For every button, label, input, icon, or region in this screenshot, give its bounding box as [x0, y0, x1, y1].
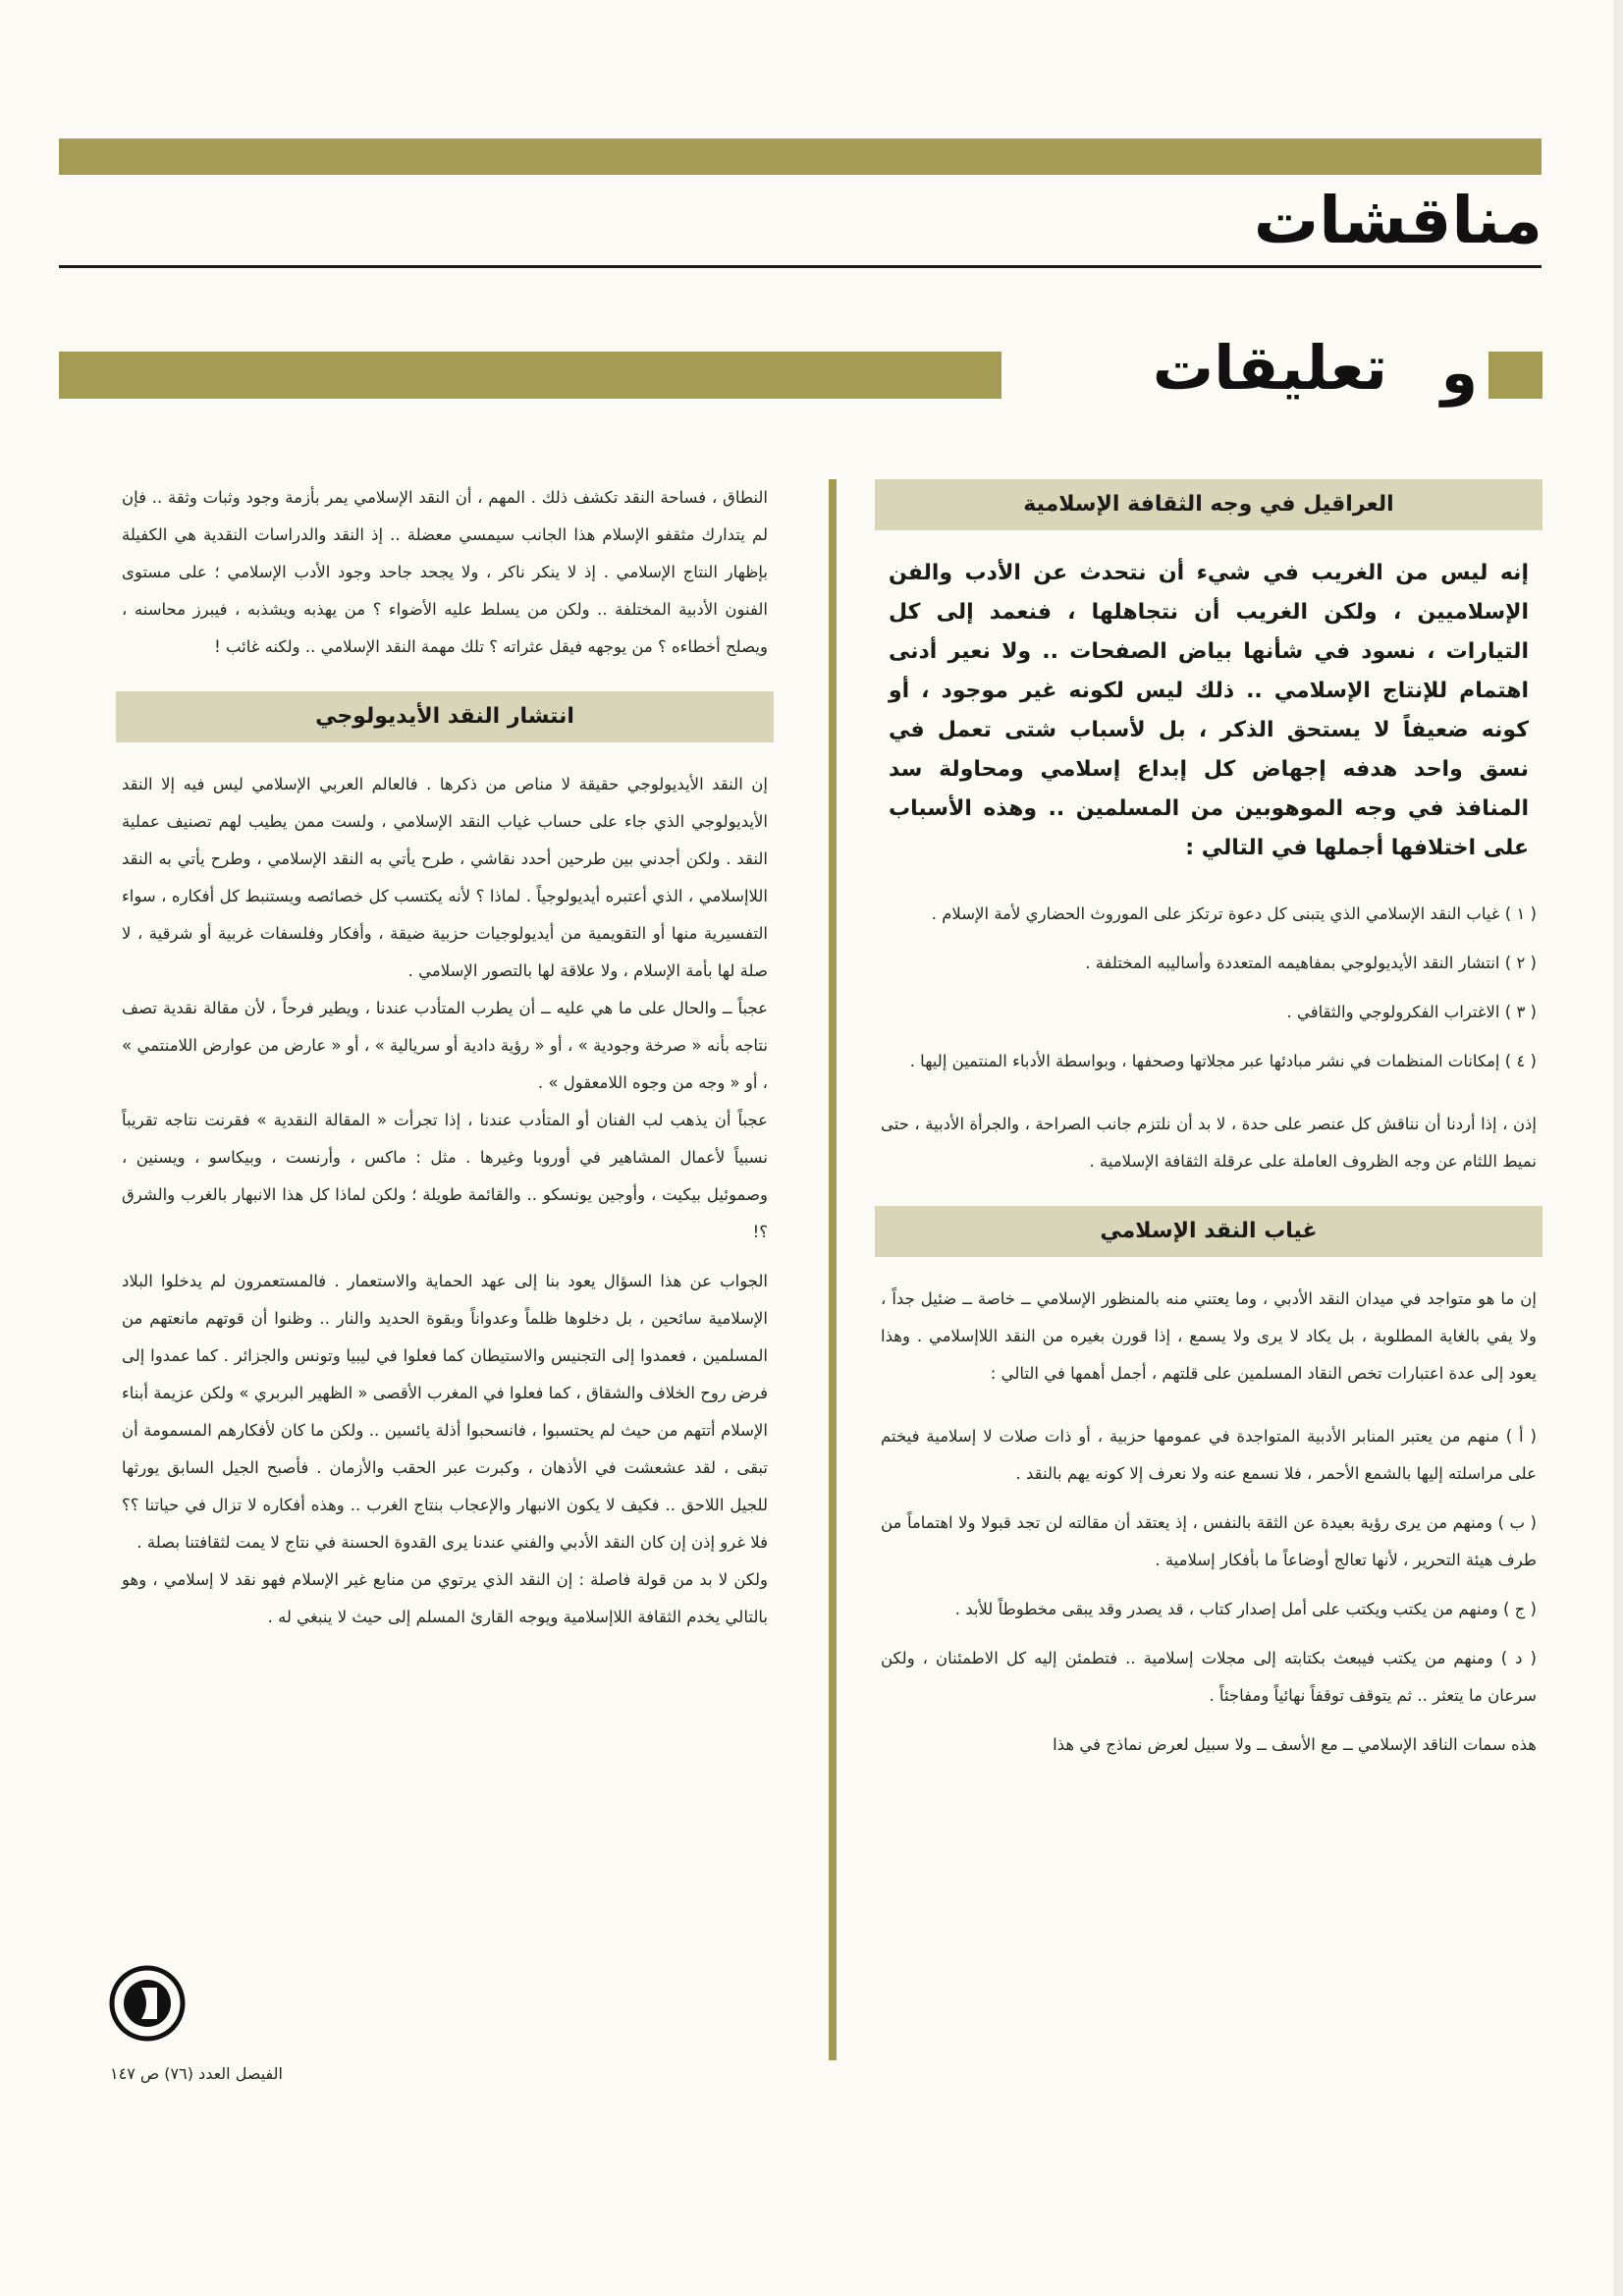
conclusion-paragraph: إذن ، إذا أردنا أن نناقش كل عنصر على حدة ، لا بد أن نلتزم جانب الصراحة ، والجرأة الأدبية ، حتى نميط اللثام عن وجه الظروف العاملة على عرقلة الثقافة الإسلامية . — [881, 1115, 1537, 1171]
list-item: ( ب ) ومنهم من يرى رؤية بعيدة عن الثقة بالنفس ، إذ يعتقد أن مقالته لن تجد قبولا ولا اهتماماً من طرف هيئة التحرير ، لأنها تعالج أوضاعاً ما بأفكار إسلامية . — [881, 1513, 1537, 1569]
section-heading-absence: غياب النقد الإسلامي — [875, 1206, 1542, 1257]
end-mark-emblem-icon — [108, 1964, 187, 2043]
ideology-paragraph: عجباً أن يذهب لب الفنان أو المتأدب عندنا ، إذا تجرأت « المقالة النقدية » فقرنت نتاجه تقريباً نسبياً لأعمال المشاهير في أوروبا وغيرها . مثل : ماكس ، وأرنست ، وبيكاسو ، ويسنين ، وصموئيل بيكيت ، وأوجين يونسكو .. والقائمة طويلة ؛ ولكن لماذا كل هذا الانبهار بالغرب والشرق ؟! — [122, 1111, 768, 1241]
column-divider — [829, 479, 837, 2060]
page-title-discussions: مناقشات — [1253, 183, 1542, 258]
page-footer: الفيصل العدد (٧٦) ص ١٤٧ — [110, 2064, 283, 2083]
left-column — [116, 479, 774, 1636]
right-column — [875, 479, 1542, 1764]
ideology-paragraph: إن النقد الأيديولوجي حقيقة لا مناص من ذكرها . فالعالم العربي الإسلامي ليس فيه إلا النقد الأيديولوجي الذي جاء على حساب غياب النقد الإسلامي ، ولست ممن يطيب لهم تصنيف عملية النقد . ولكن أجدني بين طرحين أحدد نقاشي ، طرح يأتي به النقد الإسلامي ، وطرح يأتي به النقد اللاإسلامي ، الذي أعتبره أيديولوجياً . لماذا ؟ لأنه يكتسب كل خصائصه ويستنبط كل أفكاره ، سواء التفسيرية منها أو التقويمية من أيديولوجيات حزبية ضيقة ، وأفكار وفلسفات غربية أو شرقية ، لا صلة لها بأمة الإسلام ، ولا علاقة لها بالتصور الإسلامي . — [122, 775, 768, 980]
header-band-left — [59, 352, 1001, 399]
header-rule — [59, 265, 1542, 268]
reason-item: ( ١ ) غياب النقد الإسلامي الذي يتبنى كل دعوة ترتكز على الموروث الحضاري لأمة الإسلام . — [931, 904, 1537, 923]
list-item: ( أ ) منهم من يعتبر المنابر الأدبية المتواجدة في عمومها حزبية ، أو ذات صلات لا إسلامية فيختم على مراسلته إليها بالشمع الأحمر ، فلا نسمع عنه ولا نعرف إلا كونه يهم بالنقد . — [881, 1427, 1537, 1483]
section-heading-obstacles: العراقيل في وجه الثقافة الإسلامية — [875, 479, 1542, 530]
reason-item: ( ٤ ) إمكانات المنظمات في نشر مبادئها عبر مجلاتها وصحفها ، وبواسطة الأدباء المنتمين إليها . — [909, 1052, 1537, 1070]
section-heading-ideological: انتشار النقد الأيديولوجي — [116, 691, 774, 742]
page-edge-shadow — [1613, 0, 1623, 2296]
reason-item: ( ٢ ) انتشار النقد الأيديولوجي بمفاهيمه المتعددة وأساليبه المختلفة . — [1085, 954, 1537, 972]
ideology-paragraph: ولكن لا بد من قولة فاصلة : إن النقد الذي يرتوي من منابع غير الإسلام فهو نقد لا إسلامي ، وهو بالتالي يخدم الثقافة اللاإسلامية ويوجه القارئ المسلم إلى حيث لا ينبغي له . — [122, 1570, 768, 1626]
header-band-top — [59, 138, 1542, 175]
page-title-conjunction: و — [1440, 339, 1478, 408]
list-item: ( ج ) ومنهم من يكتب ويكتب على أمل إصدار كتاب ، قد يصدر وقد يبقى مخطوطاً للأبد . — [954, 1600, 1537, 1618]
reason-item: ( ٣ ) الاغتراب الفكرولوجي والثقافي . — [1286, 1003, 1537, 1021]
list-item: ( د ) ومنهم من يكتب فيبعث بكتابته إلى مجلات إسلامية .. فتطمئن إليه كل الاطمئنان ، ولكن سرعان ما يتعثر .. ثم يتوقف توقفاً نهائياً ومفاجئاً . — [881, 1649, 1537, 1705]
absence-intro-paragraph: إن ما هو متواجد في ميدان النقد الأدبي ، وما يعتني منه بالمنظور الإسلامي ــ خاصة ــ ضئيل جداً ، ولا يفي بالغاية المطلوبة ، بل يكاد لا يرى ولا يسمع ، إذا قورن بغيره من النقد اللاإسلامي . وهذا يعود إلى عدة اعتبارات تخص النقاد المسلمين على قلتهم ، أجمل أهمها في التالي : — [881, 1289, 1537, 1383]
intro-paragraph: إنه ليس من الغريب في شيء أن نتحدث عن الأدب والفن الإسلاميين ، ولكن الغريب أن نتجاهلها ، فنعمد إلى كل التيارات ، نسود في شأنها بياض الصفحات .. ولا نعير أدنى اهتمام للإنتاج الإسلامي .. ذلك ليس لكونه غير موجود ، أو كونه ضعيفاً لا يستحق الذكر ، بل لأسباب شتى تعمل في نسق واحد هدفه إجهاض كل إبداع إسلامي ومحاولة سد المنافذ في وجه الموهوبين من المسلمين .. وهذه الأسباب على اختلافها أجملها في التالي : — [889, 561, 1529, 860]
header-band-right — [1488, 352, 1542, 399]
ideology-paragraph: الجواب عن هذا السؤال يعود بنا إلى عهد الحماية والاستعمار . فالمستعمرون لم يدخلوا البلاد الإسلامية سائحين ، بل دخلوها ظلماً وعدواناً وبقوة الحديد والنار .. وظنوا أن قوتهم مانعتهم من المسلمين ، فعمدوا إلى التجنيس والاستيطان كما فعلوا في ليبيا وتونس والجزائر . كما عمدوا إلى فرض روح الخلاف والشقاق ، كما فعلوا في المغرب الأقصى « الظهير البربري » ولكن عزيمة أبناء الإسلام أتتهم من حيث لم يحتسبوا ، فانسحبوا أذلة يائسين .. ولكن ما كان لأفكارهم المسمومة أن تبقى ، لقد عشعشت في الأذهان ، وكبرت عبر الحقب والأزمان . فأصبح الجيل السابق يورثها للجيل اللاحق .. فكيف لا يكون الانبهار والإعجاب بنتاج الغرب .. وهذه أفكاره لا تزال في حياتنا ؟؟ فلا غرو إذن إن كان النقد الأدبي والفني عندنا يرى القدوة الحسنة في نتاج لا يمت لثقافتنا بصلة . — [122, 1272, 768, 1552]
closing-paragraph: هذه سمات الناقد الإسلامي ــ مع الأسف ــ ولا سبيل لعرض نماذج في هذا — [1053, 1735, 1537, 1754]
ideology-paragraph: عجباً ــ والحال على ما هي عليه ــ أن يطرب المتأدب عندنا ، ويطير فرحاً ، لأن مقالة نقدية تصف نتاجه بأنه « صرخة وجودية » ، أو « رؤية دادية أو سريالية » ، أو « عارض من عوارض اللامنتمي » ، أو « وجه من وجوه اللامعقول » . — [122, 999, 768, 1092]
page-title-comments: تعليقات — [1152, 332, 1387, 404]
opening-paragraph: النطاق ، فساحة النقد تكشف ذلك . المهم ، أن النقد الإسلامي يمر بأزمة وجود وثبات وثقة .. فإن لم يتدارك مثقفو الإسلام هذا الجانب سيمسي معضلة .. إذ النقد والدراسات النقدية هي الكفيلة بإظهار النتاج الإسلامي . إذ لا ينكر ناكر ، ولا يجحد جاحد وجود الأدب الإسلامي ؛ على مستوى الفنون الأدبية المختلفة .. ولكن من يسلط عليه الأضواء ؟ من يهذبه ويشذبه ، فيبرز محاسنه ، ويصلح أخطاءه ؟ من يوجهه فيقل عثراته ؟ تلك مهمة النقد الإسلامي .. ولكنه غائب ! — [122, 488, 768, 656]
